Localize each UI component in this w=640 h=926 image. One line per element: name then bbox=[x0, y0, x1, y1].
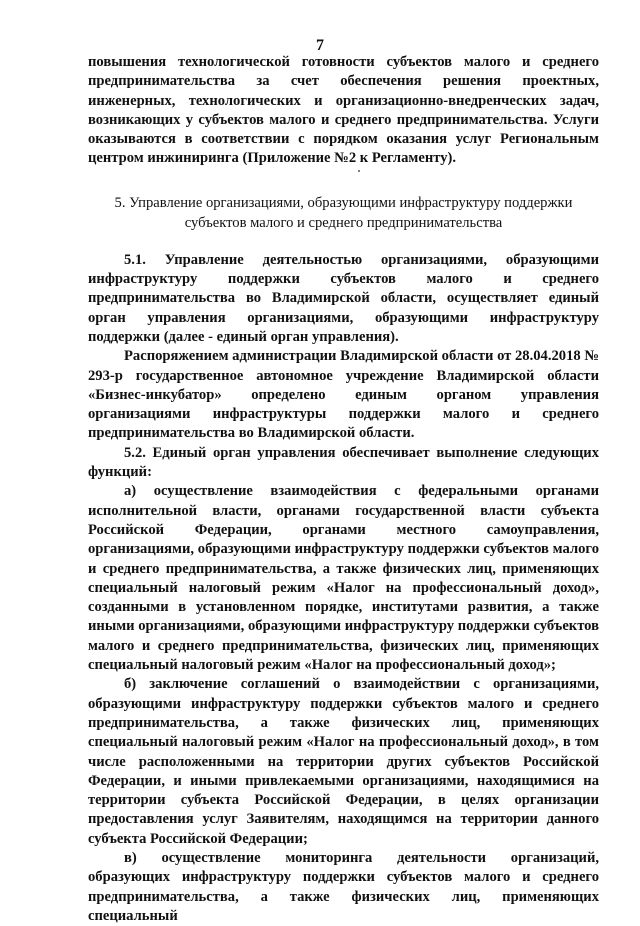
paragraph-order: Распоряжением администрации Владимирской области от 28.04.2018 № 293-р государственное автономное учреждение Владимирской области «Бизнес-инкубатор» определено единым органом управления организациями инфраструктуры поддержки малого и среднего предпринимательства во Владимирской области. bbox=[88, 348, 599, 442]
list-item-c: в) осуществление мониторинга деятельности организаций, образующих инфраструктуру поддержки субъектов малого и среднего предпринимательства, а также физических лиц, применяющих специальный bbox=[88, 849, 599, 924]
section-heading bbox=[88, 193, 599, 233]
document-body bbox=[88, 53, 599, 926]
section-heading-line1: 5. Управление организациями, образующими инфраструктуру поддержки bbox=[114, 194, 573, 211]
intro-paragraph: повышения технологической готовности субъектов малого и среднего предпринимательства за счет обеспечения решения проектных, инженерных, технологических и организационно-внедренческих задач, возникающих у субъектов малого и среднего предпринимательства. Услуги оказываются в соответствии с порядком оказания услуг Региональным центром инжиниринга (Приложение №2 к Регламенту). bbox=[88, 54, 599, 167]
list-item-b: б) заключение соглашений о взаимодействии с организациями, образующими инфраструктуру поддержки субъектов малого и среднего предпринимательства, а также физических лиц, применяющих специальный налоговый режим «Налог на профессиональный доход», в том числе расположенными на территории других субъектов Российской Федерации, и иными привлекаемыми организациями, находящимися на территории субъекта Российской Федерации, в целях организации предоставления услуг Заявителям, находящимся на территории данного субъекта Российской Федерации; bbox=[88, 676, 599, 847]
list-item-a: а) осуществление взаимодействия с федеральными органами исполнительной власти, органами государственной власти субъекта Российской Федерации, органами местного самоуправления, организациями, образующими инфраструктуру поддержки субъектов малого и среднего предпринимательства, а также физических лиц, применяющих специальный налоговый режим «Налог на профессиональный доход», созданными в установленном порядке, институтами развития, а также иными организациями, образующими инфраструктуру поддержки субъектов малого и среднего предпринимательства, физических лиц, применяющих специальный налоговый режим «Налог на профессиональный доход»; bbox=[88, 483, 599, 674]
paragraph-5-1: 5.1. Управление деятельностью организациями, образующими инфраструктуру поддержки субъектов малого и среднего предпринимательства во Владимирской области, осуществляет единый орган управления организациями, образующими инфраструктуру поддержки (далее - единый орган управления). bbox=[88, 251, 599, 345]
paragraph-5-2: 5.2. Единый орган управления обеспечивает выполнение следующих функций: bbox=[88, 444, 599, 481]
section-heading-line2: субъектов малого и среднего предпринимательства bbox=[184, 214, 503, 231]
page-number: 7 bbox=[316, 37, 324, 54]
